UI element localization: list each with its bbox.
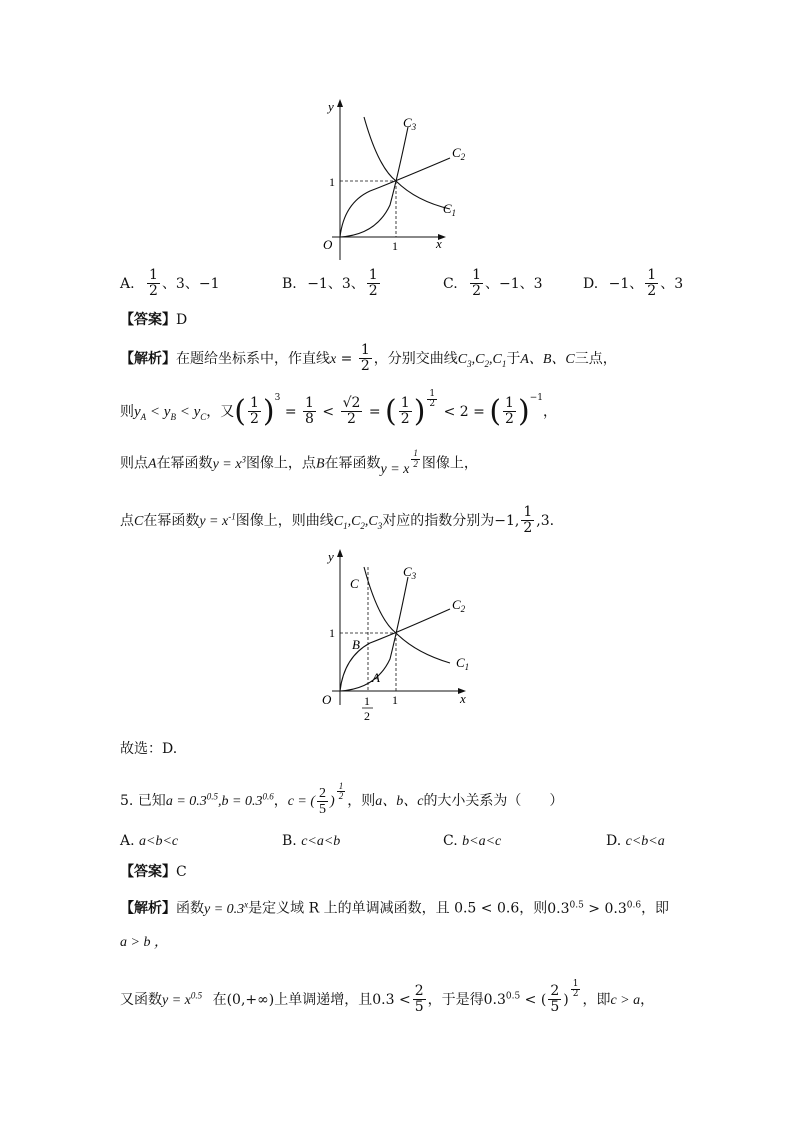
analysis-text: 是定义域 R 上的单调减函数，且 0.5 < 0.6，则 [248,900,548,917]
lt-two: < 2 = [443,403,485,420]
equals: = [284,403,297,420]
analysis-q5-line3 [120,978,655,1016]
result: c > a [610,992,641,1008]
lt: < [322,403,335,420]
option-d-frac: $\frac{1}{2}$ [647,267,657,300]
analysis-q5-line1 [120,900,669,917]
analysis-text: 则 [120,403,134,420]
tick-x1: 1 [392,693,398,707]
frac-eighth: $\frac{1}{8}$ [305,395,314,428]
analysis-text: ，即 [582,991,611,1008]
analysis-q4-line3 [120,448,478,477]
analysis-text: ，于是得 [427,991,484,1008]
origin-label: O [323,237,333,252]
option-b[interactable] [282,268,382,300]
frac-half-c: $\frac{1}{2}$ [505,395,514,428]
analysis-text: ， [640,991,655,1008]
graph-2 [300,545,470,730]
analysis-q4-line2: 则$y_A < y_B < y_C$，又( $\frac{1}{2}$ )$^3$ = $\frac{1}{8}$ < $\frac{√2}{2}$ = ( $\frac{1}{2}$ ) $\frac{1}{2}$ < 2 = ( $\frac{1}{2}$ )$^{-1}$， [120,388,557,429]
analysis-text: 在幂函数 [143,512,200,529]
point-b-label: B [352,637,360,652]
analysis-text: 三点， [574,350,617,367]
question-text: ，则 [347,793,376,810]
analysis-text: ，又 [206,403,235,420]
question-text: 已知 [137,793,166,810]
point-c: C [134,513,144,529]
vars: a、b、c [375,794,424,810]
option-b-prefix: B. [282,275,297,292]
analysis-text: 上单调递增，且 [274,991,373,1008]
ineq-yA-yB-yC: $y_A < y_B < y_C$ [134,403,207,422]
option-b-pre: −1、3、 [307,275,365,292]
compare: $0.3^{0.5} > 0.3^{0.6}$ [547,900,642,917]
def-c: c = ( $\frac{2}{5}$ ) $\frac{1}{2}$ [287,780,344,818]
paren-open: ( [385,393,397,429]
label-c2: $C_2$ [452,597,466,614]
answer-value: D [176,312,188,328]
x-label: x [460,691,466,706]
analysis-text: 则点 [120,455,148,472]
answer-q5 [120,865,187,879]
tick-half-den: 2 [364,709,370,723]
point-a-label: A [372,670,380,685]
label-c1: $C_1$ [442,201,456,218]
tick-y1: 1 [329,175,335,189]
func-x3: $y = x^3$ [212,453,246,472]
option-c-prefix: C. [443,275,458,292]
exponent-values: ,3. [536,512,555,529]
func-x05: $y = x^{0.5}$ [162,990,203,1008]
func-03x: $y = 0.3^x$ [204,899,249,917]
option-d-pre: −1、 [608,275,644,292]
analysis-text: 在幂函数 [324,455,381,472]
analysis-text: ，即 [641,900,670,917]
paren-open: ( [489,393,502,429]
y-label: y [328,99,334,114]
analysis-q4-line4 [120,505,554,537]
answer-q4 [120,313,187,327]
analysis-text: ， [542,403,557,420]
frac-half-b: $\frac{1}{2}$ [400,395,410,428]
point-c-label: C [350,576,359,591]
label-c3: $C_3$ [403,115,417,132]
option-d-rest: 、3 [660,275,684,292]
analysis-text: 点 [120,512,134,529]
frac-half-d: $\frac{1}{2}$ [523,504,533,537]
frac-sqrt2: $\frac{√2}{2}$ [342,395,361,428]
paren-close: ) [413,393,426,429]
paren-close: ) [517,393,530,429]
curves-list: $C_1,C_2,C_3$ [333,513,383,531]
tick-y1: 1 [329,626,335,640]
point-b: B [315,456,325,472]
option-a-rest: 、3、−1 [161,275,220,292]
frac-half: $\frac{1}{2}$ [360,342,370,375]
y-axis-arrow [337,549,343,557]
question-5 [120,780,564,818]
q5-option-c[interactable]: C. b<a<c [443,833,502,849]
frac-two-fifths: $\frac{2}{5}$ [414,983,424,1016]
analysis-text: 在 [212,991,227,1008]
origin-label: O [322,692,332,707]
interval: (0,+∞) [226,991,275,1008]
label-c3: $C_3$ [403,564,417,581]
def-a: $a = 0.3^{0.5}$ [165,791,219,810]
equals: = [336,350,357,367]
equals: = [368,403,381,420]
analysis-text: 在幂函数 [156,455,213,472]
analysis-text: 又函数 [120,991,162,1008]
func-x-neg1: $y = x^{-1}$ [199,511,236,529]
analysis-text: 图像上， [421,455,478,472]
var-x: x [330,351,337,367]
option-a[interactable] [120,268,219,300]
analysis-text: 函数 [176,900,204,917]
q5-option-a[interactable]: A. a<b<c [120,833,179,849]
analysis-label: 【解析】 [120,350,176,367]
analysis-text: 图像上，则曲线 [235,512,334,529]
tick-x1: 1 [392,239,398,253]
option-a-frac: $\frac{1}{2}$ [149,267,158,300]
comma: ， [273,793,288,810]
question-text: 的大小关系为（ ） [423,793,564,810]
func-x-half: y = x $\frac{1}{2}$ [380,448,418,477]
paren-open: ( [234,393,246,429]
analysis-text: 于 [506,350,521,367]
exp-half: $\frac{1}{2}$ [429,388,436,410]
analysis-q5-line2: a > b ， [120,935,168,950]
conclusion-q4: 故选：D. [120,741,178,757]
option-c[interactable] [443,268,543,300]
analysis-text: ，分别交曲线 [373,350,458,367]
analysis-text: 在题给坐标系中，作直线 [176,350,330,367]
analysis-text: 图像上，点 [245,455,316,472]
exponent-values: −1, [494,512,520,529]
analysis-text: 对应的指数分别为 [382,512,495,529]
graph-1 [300,95,466,265]
label-c2: $C_2$ [452,145,466,162]
x-label: x [436,236,442,251]
tick-half-num: 1 [364,694,370,708]
option-d-prefix: D. [583,275,599,292]
compare: $0.3^{0.5}$ < ( $\frac{2}{5}$ ) $\frac{1}{2}$ [483,978,579,1016]
option-c-rest: 、−1、3 [485,275,543,292]
def-b: $,b = 0.3^{0.6}$ [218,791,274,810]
answer-label: 【答案】 [120,312,176,328]
option-c-frac: $\frac{1}{2}$ [472,267,482,300]
paren-close: ) [262,393,275,429]
points-list: A、B、C [520,351,575,367]
label-c1: $C_1$ [456,655,470,672]
question-number: 5. [120,793,134,810]
analysis-q4-line1 [120,343,617,375]
lt: 0.3 < [372,991,411,1008]
y-label: y [328,549,334,564]
option-b-frac: $\frac{1}{2}$ [368,267,378,300]
point-a: A [148,456,157,472]
curve-c2 [340,158,450,237]
q5-option-d[interactable]: D. c<b<a [606,833,665,849]
y-axis-arrow [337,99,343,107]
option-a-prefix: A. [120,275,135,292]
q5-option-b[interactable]: B. c<a<b [282,833,341,849]
analysis-label: 【解析】 [120,900,176,917]
option-d[interactable] [583,268,683,300]
answer-value: C [176,864,187,880]
curves-list: $C_3,C_2,C_1$ [457,351,507,369]
frac-half-a: $\frac{1}{2}$ [250,395,259,428]
answer-label: 【答案】 [120,864,176,880]
